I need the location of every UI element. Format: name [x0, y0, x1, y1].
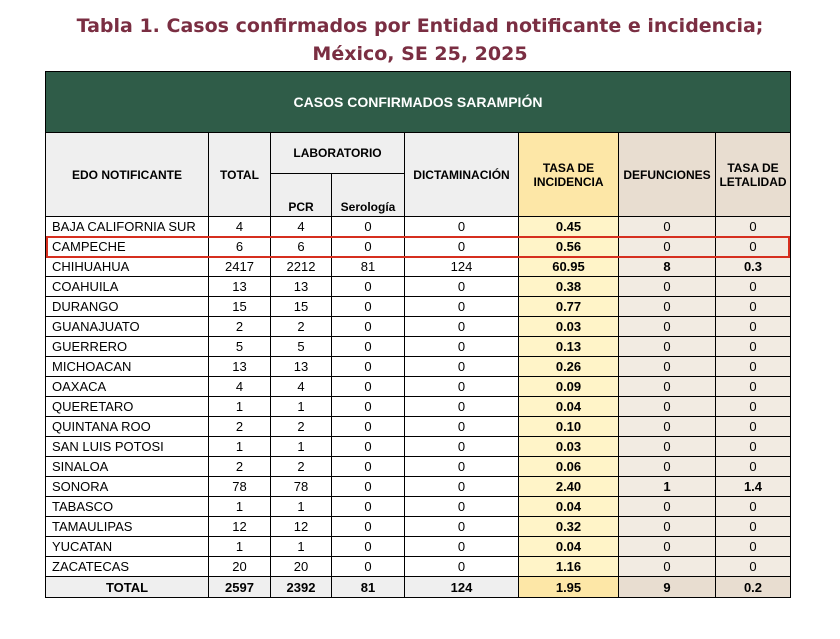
row-pcr: 1 [271, 437, 332, 457]
row-defunciones: 0 [619, 237, 716, 257]
row-dictaminacion: 0 [405, 417, 519, 437]
title-line-1: Tabla 1. Casos confirmados por Entidad notificante e incidencia; [76, 15, 764, 37]
row-state: TABASCO [46, 497, 209, 517]
row-state: OAXACA [46, 377, 209, 397]
table-row [46, 497, 791, 517]
row-letalidad: 1.4 [716, 477, 791, 497]
table-row [46, 557, 791, 577]
totals-serologia: 81 [332, 577, 405, 598]
row-letalidad: 0 [716, 417, 791, 437]
row-pcr: 12 [271, 517, 332, 537]
row-dictaminacion: 0 [405, 337, 519, 357]
row-defunciones: 0 [619, 397, 716, 417]
row-defunciones: 0 [619, 537, 716, 557]
row-pcr: 4 [271, 377, 332, 397]
row-letalidad: 0 [716, 437, 791, 457]
table-row [46, 537, 791, 557]
row-incidencia: 0.04 [519, 537, 619, 557]
row-dictaminacion: 0 [405, 497, 519, 517]
row-pcr: 1 [271, 397, 332, 417]
table-row [46, 257, 791, 277]
row-dictaminacion: 124 [405, 257, 519, 277]
header-dictaminacion: DICTAMINACIÓN [405, 133, 519, 217]
row-defunciones: 0 [619, 457, 716, 477]
row-incidencia: 0.03 [519, 317, 619, 337]
row-dictaminacion: 0 [405, 317, 519, 337]
row-pcr: 20 [271, 557, 332, 577]
row-serologia: 0 [332, 277, 405, 297]
row-serologia: 0 [332, 417, 405, 437]
row-dictaminacion: 0 [405, 397, 519, 417]
row-serologia: 0 [332, 437, 405, 457]
row-defunciones: 0 [619, 437, 716, 457]
row-incidencia: 0.38 [519, 277, 619, 297]
header-defunciones: DEFUNCIONES [619, 133, 716, 217]
row-serologia: 0 [332, 337, 405, 357]
row-state: YUCATAN [46, 537, 209, 557]
row-total: 78 [209, 477, 271, 497]
row-defunciones: 0 [619, 317, 716, 337]
row-incidencia: 0.03 [519, 437, 619, 457]
totals-row [46, 577, 791, 598]
table-banner: CASOS CONFIRMADOS SARAMPIÓN [46, 72, 791, 133]
header-laboratorio: LABORATORIO [271, 133, 405, 174]
table-row [46, 337, 791, 357]
row-total: 5 [209, 337, 271, 357]
row-total: 6 [209, 237, 271, 257]
row-state: ZACATECAS [46, 557, 209, 577]
row-letalidad: 0 [716, 537, 791, 557]
row-incidencia: 0.77 [519, 297, 619, 317]
row-total: 13 [209, 357, 271, 377]
header-serologia: Serología [332, 174, 405, 217]
row-defunciones: 0 [619, 497, 716, 517]
totals-pcr: 2392 [271, 577, 332, 598]
row-dictaminacion: 0 [405, 217, 519, 237]
title-line-2: México, SE 25, 2025 [312, 43, 528, 65]
row-serologia: 0 [332, 357, 405, 377]
row-serologia: 81 [332, 257, 405, 277]
table-row [46, 297, 791, 317]
totals-dictaminacion: 124 [405, 577, 519, 598]
row-defunciones: 8 [619, 257, 716, 277]
row-incidencia: 60.95 [519, 257, 619, 277]
row-total: 12 [209, 517, 271, 537]
row-defunciones: 0 [619, 297, 716, 317]
row-dictaminacion: 0 [405, 557, 519, 577]
row-state: COAHUILA [46, 277, 209, 297]
row-serologia: 0 [332, 297, 405, 317]
row-pcr: 2212 [271, 257, 332, 277]
row-incidencia: 0.10 [519, 417, 619, 437]
row-state: GUERRERO [46, 337, 209, 357]
row-total: 4 [209, 377, 271, 397]
row-defunciones: 0 [619, 277, 716, 297]
table-row [46, 397, 791, 417]
row-serologia: 0 [332, 557, 405, 577]
row-state: MICHOACAN [46, 357, 209, 377]
row-state: SAN LUIS POTOSI [46, 437, 209, 457]
table-body [46, 217, 791, 577]
row-dictaminacion: 0 [405, 517, 519, 537]
row-total: 1 [209, 397, 271, 417]
totals-total: 2597 [209, 577, 271, 598]
row-state: SINALOA [46, 457, 209, 477]
row-total: 2 [209, 457, 271, 477]
row-total: 2 [209, 317, 271, 337]
row-serologia: 0 [332, 397, 405, 417]
row-total: 4 [209, 217, 271, 237]
row-pcr: 1 [271, 537, 332, 557]
header-tasa-incidencia: TASA DE INCIDENCIA [519, 133, 619, 217]
row-dictaminacion: 0 [405, 357, 519, 377]
row-dictaminacion: 0 [405, 277, 519, 297]
row-letalidad: 0 [716, 337, 791, 357]
row-defunciones: 0 [619, 357, 716, 377]
row-letalidad: 0.3 [716, 257, 791, 277]
row-serologia: 0 [332, 217, 405, 237]
row-incidencia: 0.56 [519, 237, 619, 257]
row-letalidad: 0 [716, 397, 791, 417]
table-row [46, 277, 791, 297]
row-state: QUINTANA ROO [46, 417, 209, 437]
row-state: DURANGO [46, 297, 209, 317]
row-dictaminacion: 0 [405, 457, 519, 477]
table-row [46, 437, 791, 457]
row-dictaminacion: 0 [405, 437, 519, 457]
table-title [0, 12, 840, 68]
row-defunciones: 0 [619, 557, 716, 577]
table-row [46, 517, 791, 537]
row-serologia: 0 [332, 477, 405, 497]
row-letalidad: 0 [716, 377, 791, 397]
table-row [46, 377, 791, 397]
row-dictaminacion: 0 [405, 237, 519, 257]
row-state: BAJA CALIFORNIA SUR [46, 217, 209, 237]
row-state: CHIHUAHUA [46, 257, 209, 277]
row-pcr: 5 [271, 337, 332, 357]
row-total: 13 [209, 277, 271, 297]
row-serologia: 0 [332, 537, 405, 557]
row-letalidad: 0 [716, 497, 791, 517]
row-letalidad: 0 [716, 237, 791, 257]
row-letalidad: 0 [716, 517, 791, 537]
header-edo: EDO NOTIFICANTE [46, 133, 209, 217]
row-incidencia: 0.26 [519, 357, 619, 377]
row-incidencia: 0.09 [519, 377, 619, 397]
totals-label: TOTAL [46, 577, 209, 598]
row-serologia: 0 [332, 517, 405, 537]
row-total: 2417 [209, 257, 271, 277]
row-defunciones: 0 [619, 377, 716, 397]
row-incidencia: 0.32 [519, 517, 619, 537]
row-defunciones: 1 [619, 477, 716, 497]
row-total: 15 [209, 297, 271, 317]
row-letalidad: 0 [716, 457, 791, 477]
row-defunciones: 0 [619, 217, 716, 237]
row-pcr: 6 [271, 237, 332, 257]
header-pcr: PCR [271, 174, 332, 217]
row-total: 1 [209, 497, 271, 517]
row-state: GUANAJUATO [46, 317, 209, 337]
row-pcr: 1 [271, 497, 332, 517]
row-state: QUERETARO [46, 397, 209, 417]
row-serologia: 0 [332, 317, 405, 337]
row-incidencia: 0.13 [519, 337, 619, 357]
totals-defunciones: 9 [619, 577, 716, 598]
table-row [46, 417, 791, 437]
row-incidencia: 1.16 [519, 557, 619, 577]
table-row [46, 477, 791, 497]
row-pcr: 15 [271, 297, 332, 317]
row-defunciones: 0 [619, 417, 716, 437]
table-row [46, 457, 791, 477]
row-pcr: 78 [271, 477, 332, 497]
row-defunciones: 0 [619, 517, 716, 537]
row-letalidad: 0 [716, 317, 791, 337]
row-dictaminacion: 0 [405, 477, 519, 497]
row-serologia: 0 [332, 377, 405, 397]
table-row [46, 317, 791, 337]
row-incidencia: 2.40 [519, 477, 619, 497]
row-total: 1 [209, 437, 271, 457]
row-dictaminacion: 0 [405, 537, 519, 557]
row-letalidad: 0 [716, 557, 791, 577]
row-incidencia: 0.04 [519, 397, 619, 417]
header-tasa-letalidad: TASA DE LETALIDAD [716, 133, 791, 217]
row-state: SONORA [46, 477, 209, 497]
row-letalidad: 0 [716, 217, 791, 237]
totals-letalidad: 0.2 [716, 577, 791, 598]
row-incidencia: 0.04 [519, 497, 619, 517]
row-letalidad: 0 [716, 297, 791, 317]
row-defunciones: 0 [619, 337, 716, 357]
row-total: 2 [209, 417, 271, 437]
row-pcr: 2 [271, 317, 332, 337]
row-letalidad: 0 [716, 357, 791, 377]
table-row [46, 237, 791, 257]
row-pcr: 13 [271, 357, 332, 377]
row-incidencia: 0.06 [519, 457, 619, 477]
row-pcr: 2 [271, 457, 332, 477]
row-incidencia: 0.45 [519, 217, 619, 237]
row-letalidad: 0 [716, 277, 791, 297]
row-pcr: 4 [271, 217, 332, 237]
table-row [46, 357, 791, 377]
row-serologia: 0 [332, 497, 405, 517]
row-state: TAMAULIPAS [46, 517, 209, 537]
row-pcr: 2 [271, 417, 332, 437]
row-serologia: 0 [332, 457, 405, 477]
cases-table [45, 71, 791, 598]
table-row [46, 217, 791, 237]
row-dictaminacion: 0 [405, 377, 519, 397]
row-state: CAMPECHE [46, 237, 209, 257]
row-serologia: 0 [332, 237, 405, 257]
totals-incidencia: 1.95 [519, 577, 619, 598]
header-total: TOTAL [209, 133, 271, 217]
row-total: 20 [209, 557, 271, 577]
row-pcr: 13 [271, 277, 332, 297]
row-dictaminacion: 0 [405, 297, 519, 317]
row-total: 1 [209, 537, 271, 557]
